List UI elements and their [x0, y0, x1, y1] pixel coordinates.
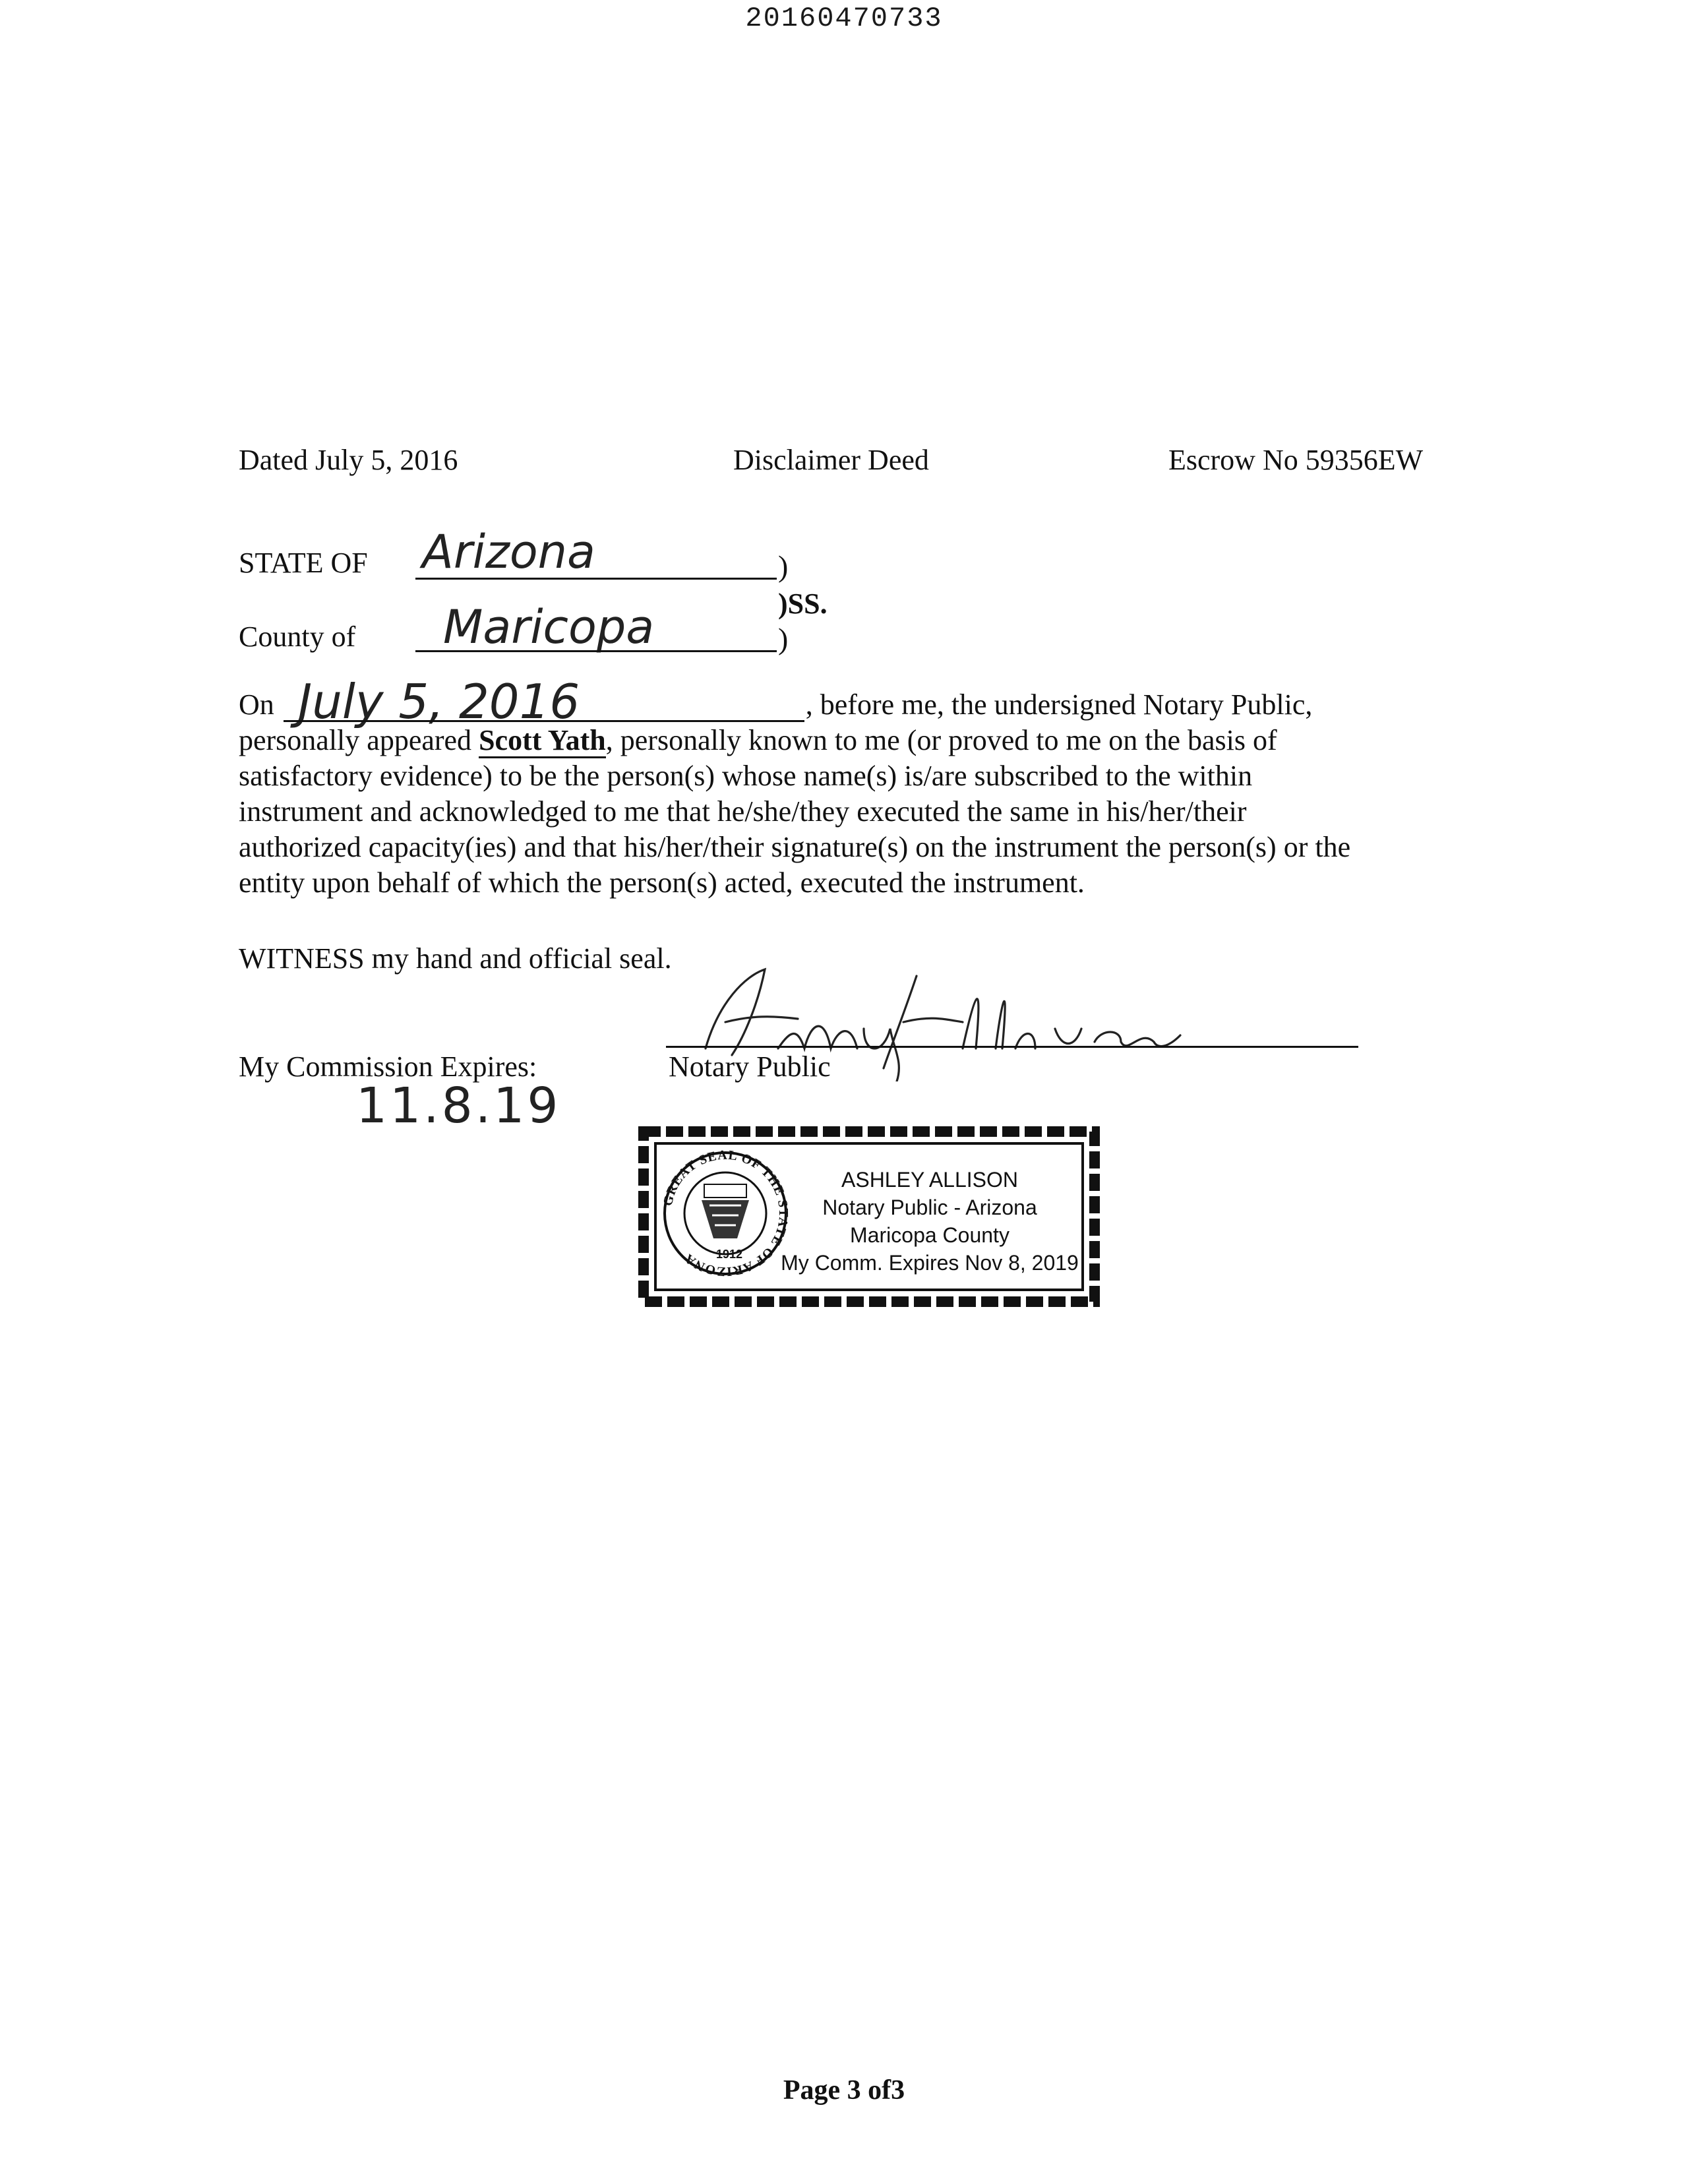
- svg-text:GREAT SEAL OF THE STATE OF ARI: GREAT SEAL OF THE STATE OF ARIZONA: [660, 1147, 791, 1279]
- ack-date-handwritten: July 5, 2016: [298, 674, 580, 729]
- county-handwritten: Maricopa: [443, 600, 655, 654]
- ack-line-5: authorized capacity(ies) and that his/her/their signature(s) on the instrument the person(s) or the: [239, 831, 1351, 863]
- ss-label: )SS.: [778, 588, 828, 620]
- county-label: County of: [239, 621, 356, 653]
- notary-public-label: Notary Public: [669, 1050, 831, 1083]
- page-label: Page: [783, 2075, 841, 2106]
- state-label: STATE OF: [239, 547, 368, 579]
- page-total: 3: [891, 2075, 905, 2106]
- stamp-name: ASHLEY ALLISON: [841, 1168, 1018, 1192]
- page-current: 3: [847, 2075, 861, 2106]
- person-name: Scott Yath: [479, 724, 606, 758]
- stamp-county: Maricopa County: [850, 1223, 1010, 1247]
- state-underline: [415, 578, 777, 580]
- svg-text:1912: 1912: [716, 1248, 743, 1261]
- recording-number: 20160470733: [745, 3, 943, 34]
- ack-line-2: personally appeared Scott Yath, personally known to me (or proved to me on the basis of: [239, 723, 1432, 758]
- commission-date-handwritten: 11.8.19: [356, 1077, 561, 1134]
- ack-line-4: instrument and acknowledged to me that he/she/they executed the same in his/her/their: [239, 795, 1247, 828]
- acknowledgment-body: [239, 687, 1432, 901]
- ack-line-3: satisfactory evidence) to be the person(s) whose name(s) is/are subscribed to the within: [239, 760, 1253, 792]
- witness-text: WITNESS my hand and official seal.: [239, 942, 672, 975]
- dated-text: Dated July 5, 2016: [239, 444, 458, 476]
- commission-label: My Commission Expires:: [239, 1050, 537, 1083]
- document-title: Disclaimer Deed: [733, 444, 929, 476]
- stamp-expires: My Comm. Expires Nov 8, 2019: [781, 1251, 1079, 1275]
- ack-line-6: entity upon behalf of which the person(s) acted, executed the instrument.: [239, 866, 1085, 899]
- state-handwritten: Arizona: [422, 525, 595, 579]
- county-paren: ): [778, 622, 789, 655]
- escrow-number: Escrow No 59356EW: [1168, 444, 1424, 476]
- of-label: of: [868, 2075, 891, 2106]
- stamp-title: Notary Public - Arizona: [822, 1196, 1037, 1219]
- stamp-text: [758, 1166, 1101, 1277]
- county-underline: [415, 650, 777, 652]
- ack-line-1: On , before me, the undersigned Notary Public,: [239, 688, 1313, 721]
- page-footer: [0, 2075, 1688, 2106]
- state-paren: ): [778, 549, 789, 583]
- notary-signature-line: [666, 1046, 1358, 1048]
